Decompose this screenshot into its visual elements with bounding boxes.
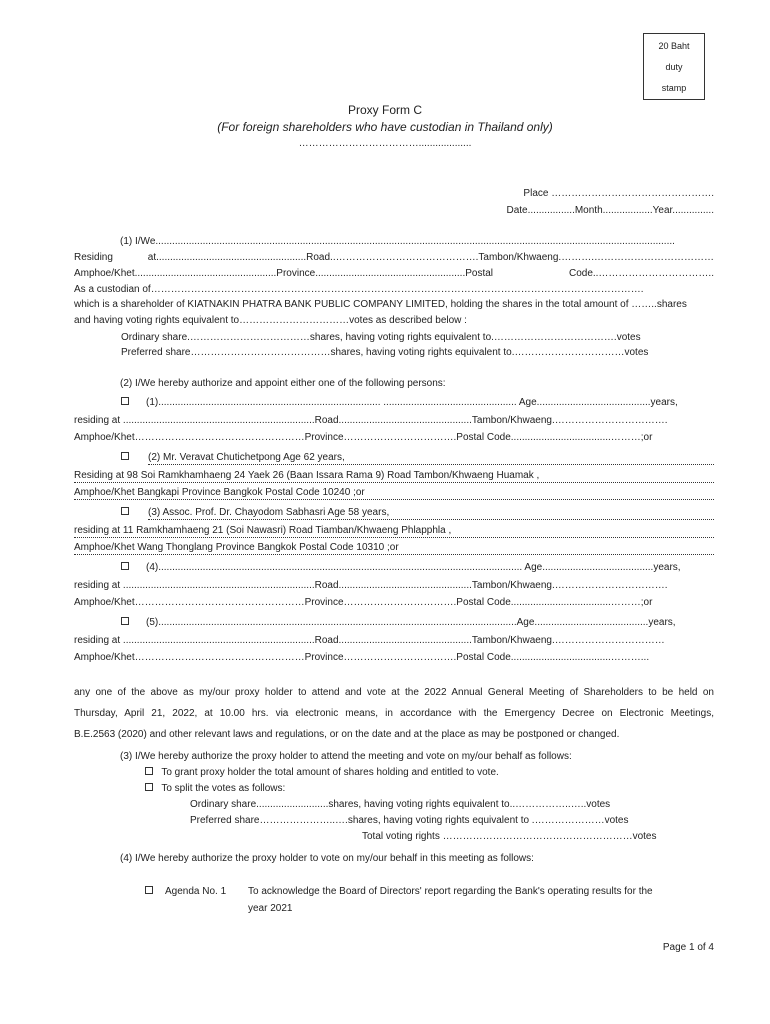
s1-voting-line: and having voting rights equivalent to……………………………votes as described below : bbox=[74, 315, 467, 326]
agenda-1-checkbox[interactable] bbox=[145, 886, 153, 898]
proxy-5-name-line: (5).................................................................................................................................Age.........................................years, bbox=[146, 617, 676, 628]
title-dots: ………………………………................... bbox=[298, 138, 472, 149]
s1-shareholder-text: which is a shareholder of KIATNAKIN PHATRA BANK PUBLIC COMPANY LIMITED, holding the shares in the total amount of ……..shares bbox=[74, 299, 687, 310]
s1-custodian-line: As a custodian of…………………………………………………………………………………………………………………………………. bbox=[74, 284, 644, 295]
proxy-3-checkbox[interactable] bbox=[121, 507, 129, 519]
stamp-line-1: 20 Baht bbox=[658, 41, 690, 51]
s3-preferred-line: Preferred share…………………..….shares, having voting rights equivalent to .…………………votes bbox=[190, 815, 629, 826]
proxy-5-checkbox[interactable] bbox=[121, 617, 129, 629]
proxy-4-amphoe-line: Amphoe/Khet……………………………………………Province…………………………….Postal Code....................................………;or bbox=[74, 597, 653, 608]
s1-ordinary-line: Ordinary share.………………………………shares, having voting rights equivalent to.……………………………….votes bbox=[121, 332, 641, 343]
proxy-1-name-line: (1)................................................................................ ................................................ Age.........................................years, bbox=[146, 397, 678, 408]
page-number: Page 1 of 4 bbox=[662, 942, 714, 953]
proxy-1-residing-line: residing at .....................................................................Road................................................Tambon/Khwaeng.……………………………. bbox=[74, 415, 668, 426]
authorization-paragraph-line-3: B.E.2563 (2020) and other relevant laws and regulations, or on the date and at the place as may be postponed or changed. bbox=[74, 729, 620, 740]
s3-ordinary-line: Ordinary share..........................shares, having voting rights equivalent to..……………..…..votes bbox=[190, 799, 611, 810]
agenda-1-text-line-2: year 2021 bbox=[248, 903, 293, 914]
s1-name-line: (1) I/We........................................................................................................................................................................................... bbox=[120, 236, 675, 247]
s3-option-1-label: To grant proxy holder the total amount of shares holding and entitled to vote. bbox=[161, 767, 499, 778]
proxy-4-name-line: (4)................................................................................................................................... Age........................................years, bbox=[146, 562, 681, 573]
s2-intro: (2) I/We hereby authorize and appoint either one of the following persons: bbox=[120, 378, 446, 389]
form-title: Proxy Form C bbox=[347, 103, 422, 117]
place-line: Place …………………………………………. bbox=[523, 188, 714, 199]
agenda-1-number: Agenda No. 1 bbox=[165, 886, 227, 897]
s4-intro: (4) I/We hereby authorize the proxy holder to vote on my/our behalf in this meeting as follows: bbox=[120, 853, 534, 864]
proxy-2-amphoe-line: Amphoe/Khet Bangkapi Province Bangkok Postal Code 10240 ;or bbox=[74, 487, 714, 500]
s3-option-1-checkbox[interactable] bbox=[145, 767, 153, 775]
s1-shareholder-line bbox=[74, 299, 714, 311]
stamp-line-3: stamp bbox=[661, 83, 687, 93]
s3-option-1[interactable] bbox=[145, 767, 499, 779]
proxy-5-amphoe-line: Amphoe/Khet……………………………………………Province…………………………….Postal Code....................................………... bbox=[74, 652, 650, 663]
s3-option-2-checkbox[interactable] bbox=[145, 783, 153, 791]
proxy-5-residing-line: residing at .....................................................................Road................................................Tambon/Khwaeng.…………………………… bbox=[74, 635, 665, 646]
authorization-paragraph-line-1: any one of the above as my/our proxy holder to attend and vote at the 2022 Annual General Meeting of Shareholders to be held on bbox=[74, 687, 714, 698]
agenda-1-text-line-1: To acknowledge the Board of Directors' report regarding the Bank's operating results for the bbox=[248, 886, 653, 897]
proxy-2-checkbox[interactable] bbox=[121, 452, 129, 464]
date-line: Date.................Month..................Year............... bbox=[506, 205, 714, 216]
proxy-1-amphoe-line: Amphoe/Khet……………………………………………Province…………………………….Postal Code....................................………;or bbox=[74, 432, 653, 443]
stamp-line-2: duty bbox=[665, 62, 683, 72]
s3-total-line: Total voting rights …………………………………………………votes bbox=[362, 831, 657, 842]
proxy-4-residing-line: residing at .....................................................................Road................................................Tambon/Khwaeng.……………………………. bbox=[74, 580, 668, 591]
proxy-2-name-line: (2) Mr. Veravat Chutichetpong Age 62 years, bbox=[148, 452, 714, 465]
s3-intro: (3) I/We hereby authorize the proxy holder to attend the meeting and vote on my/our behalf as follows: bbox=[120, 751, 572, 762]
proxy-3-name-line: (3) Assoc. Prof. Dr. Chayodom Sabhasri Age 58 years, bbox=[148, 507, 714, 520]
form-subtitle: (For foreign shareholders who have custodian in Thailand only) bbox=[217, 120, 553, 134]
authorization-paragraph-line-2: Thursday, April 21, 2022, at 10.00 hrs. via electronic means, in accordance with the Emergency Decree on Electronic Meetings, bbox=[74, 708, 714, 719]
s3-option-2-label: To split the votes as follows: bbox=[161, 783, 286, 794]
proxy-2-residing-line: Residing at 98 Soi Ramkhamhaeng 24 Yaek 26 (Baan Issara Rama 9) Road Tambon/Khwaeng Huamak , bbox=[74, 470, 714, 483]
s3-option-2[interactable] bbox=[145, 783, 285, 795]
proxy-3-residing-line: residing at 11 Ramkhamhaeng 21 (Soi Nawasri) Road Tiamban/Khwaeng Phlapphla , bbox=[74, 525, 714, 538]
proxy-1-checkbox[interactable] bbox=[121, 397, 129, 409]
s1-residing-line: Residing at......................................................Road..…………………………………….Tambon/Khwaeng.……….……………………………… bbox=[74, 252, 714, 263]
proxy-4-checkbox[interactable] bbox=[121, 562, 129, 574]
duty-stamp-box bbox=[643, 33, 705, 100]
proxy-3-amphoe-line: Amphoe/Khet Wang Thonglang Province Bangkok Postal Code 10310 ;or bbox=[74, 542, 714, 555]
s1-amphoe-line: Amphoe/Khet...................................................Province......................................................Postal Code..…………………………….. bbox=[74, 268, 714, 279]
s1-preferred-line: Preferred share……………………………………shares, having voting rights equivalent to.……………………………votes bbox=[121, 347, 649, 358]
